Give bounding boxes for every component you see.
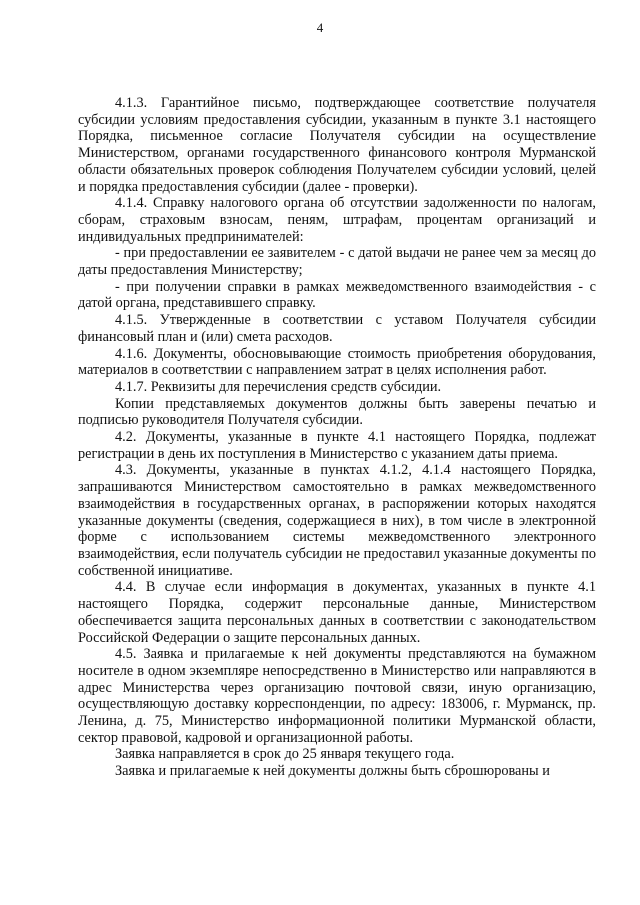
- paragraph-4-5: 4.5. Заявка и прилагаемые к ней документы представляются на бумажном носителе в одном экземпляре непосредственно в Министерство или направляются в адрес Министерства через организацию почтовой связи, иную организацию, осуществляющую доставку корреспонденции, по адресу: 183006, г. Мурманск, пр. Ленина, д. 75, Министерство информационной политики Мурманской области, сектор правовой, кадровой и организационной работы.: [78, 646, 596, 746]
- paragraph-4-1-6: 4.1.6. Документы, обосновывающие стоимость приобретения оборудования, материалов в соответствии с направлением затрат в целях исполнения работ.: [78, 345, 596, 379]
- document-body: [78, 95, 596, 780]
- paragraph-4-4: 4.4. В случае если информация в документах, указанных в пункте 4.1 настоящего Порядка, содержит персональные данные, Министерством обеспечивается защита персональных данных в соответствии с законодательством Российской Федерации о защите персональных данных.: [78, 579, 596, 646]
- paragraph-copies: Копии представляемых документов должны быть заверены печатью и подписью руководителя Получателя субсидии.: [78, 395, 596, 429]
- paragraph-4-1-4-item-interagency: - при получении справки в рамках межведомственного взаимодействия - с датой органа, представившего справку.: [78, 278, 596, 312]
- paragraph-4-3: 4.3. Документы, указанные в пунктах 4.1.2, 4.1.4 настоящего Порядка, запрашиваются Министерством самостоятельно в рамках межведомственного взаимодействия в государственных органах, в распоряжении которых находятся указанные документы (сведения, содержащиеся в них), в том числе в электронной форме с использованием системы межведомственного электронного взаимодействия, если получатель субсидии не предоставил указанные документы по собственной инициативе.: [78, 462, 596, 579]
- paragraph-binding: Заявка и прилагаемые к ней документы должны быть сброшюрованы и: [115, 763, 550, 780]
- paragraph-4-2: 4.2. Документы, указанные в пункте 4.1 настоящего Порядка, подлежат регистрации в день их поступления в Министерство с указанием даты приема.: [78, 429, 596, 462]
- paragraph-4-1-4-item-applicant: - при предоставлении ее заявителем - с датой выдачи не ранее чем за месяц до даты предоставления Министерству;: [78, 245, 596, 279]
- paragraph-4-1-7: 4.1.7. Реквизиты для перечисления средств субсидии.: [115, 378, 442, 395]
- page-number: 4: [316, 20, 324, 35]
- paragraph-4-1-4: 4.1.4. Справку налогового органа об отсутствии задолженности по налогам, сборам, страховым взносам, пеням, штрафам, процентам организаций и индивидуальных предпринимателей:: [78, 195, 596, 245]
- paragraph-4-1-5: 4.1.5. Утвержденные в соответствии с уставом Получателя субсидии финансовый план и (или) смета расходов.: [78, 312, 596, 345]
- paragraph-deadline: Заявка направляется в срок до 25 января текущего года.: [115, 746, 455, 763]
- paragraph-4-1-3: 4.1.3. Гарантийное письмо, подтверждающее соответствие получателя субсидии условиям предоставления субсидии, указанным в пункте 3.1 настоящего Порядка, письменное согласие Получателя субсидии на осуществление Министерством, органами государственного финансового контроля Мурманской области обязательных проверок соблюдения Получателем субсидии условий, целей и порядка предоставления субсидии (далее - проверки).: [78, 95, 596, 195]
